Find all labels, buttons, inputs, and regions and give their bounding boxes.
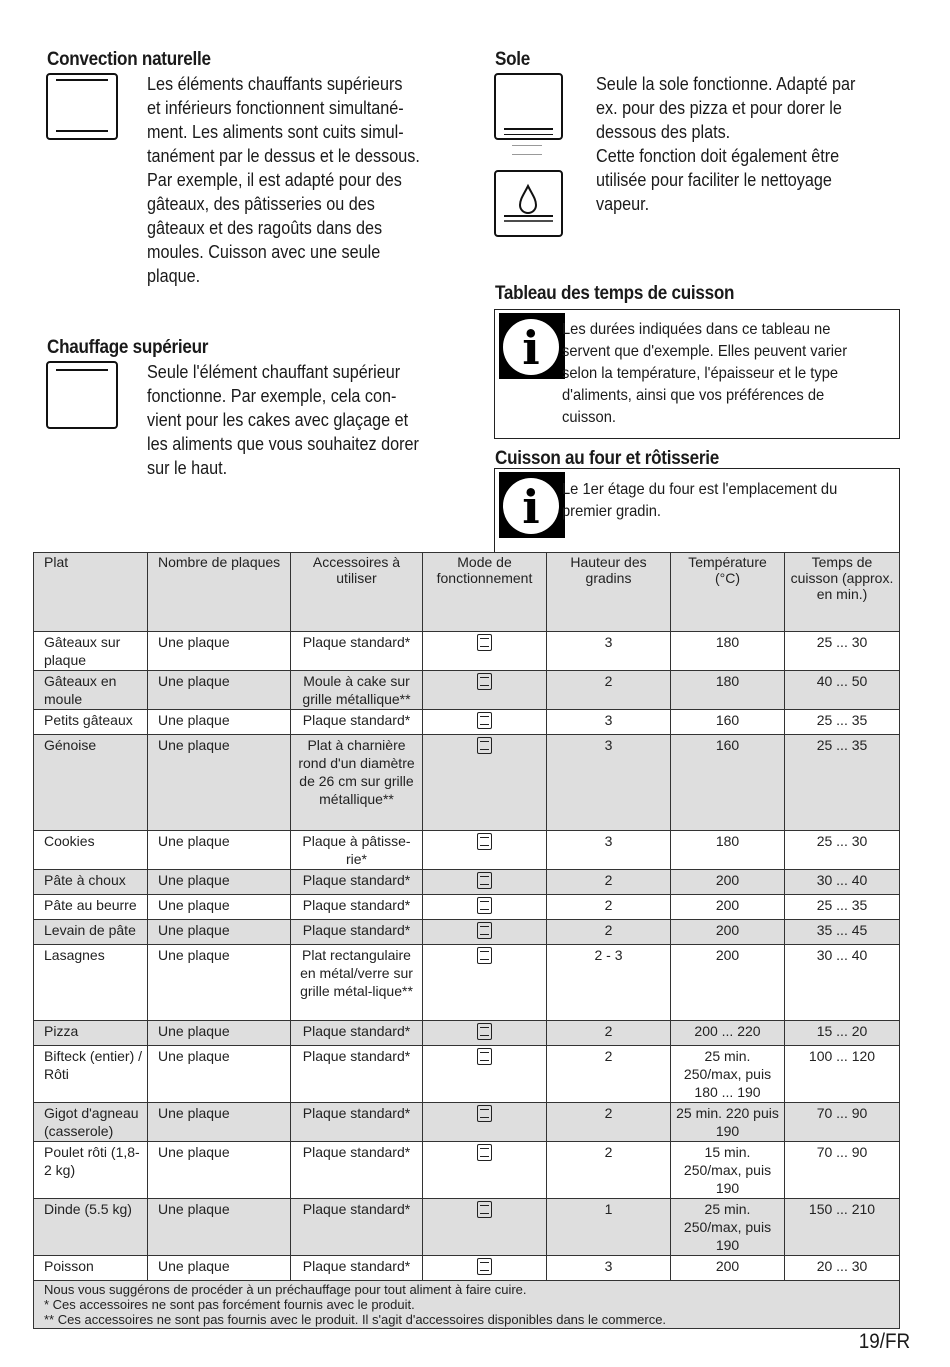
footnote: ** Ces accessoires ne sont pas fournis avec le produit. Il s'agit d'accessoires disponibles dans le commerce.	[44, 1312, 667, 1327]
temperature-cell: 160	[671, 735, 785, 831]
temperature-cell: 160	[671, 710, 785, 735]
temperature-cell: 200	[671, 945, 785, 1021]
tableau-note-box	[494, 309, 900, 439]
table-row	[34, 1256, 900, 1281]
plat-cell: Génoise	[34, 735, 148, 831]
chauffage-title: Chauffage supérieur	[47, 337, 209, 358]
temps-cell: 25 ... 30	[785, 831, 900, 870]
column-header: Hauteur des gradins	[547, 553, 671, 632]
temperature-cell: 25 min. 250/max, puis 190	[671, 1199, 785, 1256]
hauteur-cell: 3	[547, 710, 671, 735]
plat-cell: Pâte au beurre	[34, 895, 148, 920]
convection-line: gâteaux et des ragoûts dans des	[147, 218, 383, 238]
footnotes	[34, 1281, 900, 1329]
nombre-cell: Une plaque	[148, 895, 291, 920]
cooking-table	[33, 552, 900, 1329]
nombre-cell: Une plaque	[148, 1256, 291, 1281]
nombre-cell: Une plaque	[148, 1021, 291, 1046]
hauteur-cell: 2	[547, 895, 671, 920]
cuisson-note-line: premier gradin.	[562, 503, 662, 520]
top-bottom-heat-icon	[46, 73, 118, 140]
mode-cell	[423, 710, 547, 735]
sole-line: dessous des plats.	[596, 122, 731, 142]
table-row	[34, 1046, 900, 1103]
nombre-cell: Une plaque	[148, 632, 291, 671]
accessoires-cell: Plat à charnière rond d'un diamètre de 26 cm sur grille métallique**	[291, 735, 423, 831]
mode-cell	[423, 1021, 547, 1046]
sole-description	[596, 72, 855, 216]
table-row	[34, 831, 900, 870]
hauteur-cell: 3	[547, 831, 671, 870]
tableau-note-line: cuisson.	[562, 409, 617, 426]
plat-cell: Poulet rôti (1,8-2 kg)	[34, 1142, 148, 1199]
sole-line: vapeur.	[596, 194, 650, 214]
separator-mark	[512, 145, 542, 155]
top-bottom-heat-icon	[477, 1105, 492, 1122]
table-row	[34, 895, 900, 920]
nombre-cell: Une plaque	[148, 945, 291, 1021]
temperature-cell: 200	[671, 920, 785, 945]
table-row	[34, 735, 900, 831]
tableau-note-line: d'aliments, ainsi que vos préférences de	[562, 387, 825, 404]
convection-title: Convection naturelle	[47, 49, 211, 70]
mode-cell	[423, 735, 547, 831]
hauteur-cell: 2	[547, 1021, 671, 1046]
plat-cell: Pizza	[34, 1021, 148, 1046]
plat-cell: Dinde (5.5 kg)	[34, 1199, 148, 1256]
accessoires-cell: Plaque standard*	[291, 1103, 423, 1142]
temps-cell: 70 ... 90	[785, 1103, 900, 1142]
table-row	[34, 1199, 900, 1256]
table-row	[34, 632, 900, 671]
tableau-note-line: Les durées indiquées dans ce tableau ne	[562, 321, 831, 338]
convection-line: plaque.	[147, 266, 201, 286]
plat-cell: Cookies	[34, 831, 148, 870]
temps-cell: 25 ... 35	[785, 710, 900, 735]
sole-line: Seule la sole fonctionne. Adapté par	[596, 74, 856, 94]
mode-cell	[423, 831, 547, 870]
nombre-cell: Une plaque	[148, 1142, 291, 1199]
top-bottom-heat-icon	[477, 1258, 492, 1275]
temps-cell: 20 ... 30	[785, 1256, 900, 1281]
table-row	[34, 1103, 900, 1142]
temperature-cell: 200	[671, 1256, 785, 1281]
mode-cell	[423, 1256, 547, 1281]
accessoires-cell: Plaque standard*	[291, 1142, 423, 1199]
hauteur-cell: 1	[547, 1199, 671, 1256]
table-row	[34, 945, 900, 1021]
footnote: Nous vous suggérons de procéder à un préchauffage pour tout aliment à faire cuire.	[44, 1282, 527, 1297]
footnote: * Ces accessoires ne sont pas forcément fournis avec le produit.	[44, 1297, 415, 1312]
mode-cell	[423, 870, 547, 895]
top-bottom-heat-icon	[477, 1023, 492, 1040]
table-row	[34, 1142, 900, 1199]
chauffage-line: sur le haut.	[147, 458, 228, 478]
hauteur-cell: 3	[547, 735, 671, 831]
steam-cleaning-icon	[494, 170, 563, 237]
temperature-cell: 200 ... 220	[671, 1021, 785, 1046]
top-bottom-heat-icon	[477, 634, 492, 651]
top-bottom-heat-icon	[477, 922, 492, 939]
top-bottom-heat-icon	[477, 897, 492, 914]
plat-cell: Gâteaux en moule	[34, 671, 148, 710]
accessoires-cell: Plaque standard*	[291, 632, 423, 671]
chauffage-line: fonctionne. Par exemple, cela con-	[147, 386, 397, 406]
column-header: Nombre de plaques	[148, 553, 291, 632]
hauteur-cell: 2	[547, 1103, 671, 1142]
temperature-cell: 200	[671, 895, 785, 920]
chauffage-line: vient pour les cakes avec glaçage et	[147, 410, 409, 430]
top-bottom-heat-icon	[477, 1201, 492, 1218]
hauteur-cell: 2	[547, 920, 671, 945]
cuisson-note-line: Le 1er étage du four est l'emplacement du	[562, 481, 838, 498]
mode-cell	[423, 920, 547, 945]
mode-cell	[423, 1103, 547, 1142]
accessoires-cell: Plaque standard*	[291, 1199, 423, 1256]
info-icon: i	[499, 313, 565, 379]
convection-line: ment. Les aliments sont cuits simul-	[147, 122, 404, 142]
accessoires-cell: Plaque standard*	[291, 920, 423, 945]
temperature-cell: 180	[671, 831, 785, 870]
plat-cell: Levain de pâte	[34, 920, 148, 945]
plat-cell: Bifteck (entier) / Rôti	[34, 1046, 148, 1103]
mode-cell	[423, 945, 547, 1021]
accessoires-cell: Moule à cake sur grille métallique**	[291, 671, 423, 710]
convection-line: moules. Cuisson avec une seule	[147, 242, 381, 262]
hauteur-cell: 2	[547, 870, 671, 895]
sole-title: Sole	[495, 49, 531, 70]
table-row	[34, 671, 900, 710]
cuisson-note-box	[494, 468, 900, 553]
convection-description	[147, 72, 420, 288]
plat-cell: Gâteaux sur plaque	[34, 632, 148, 671]
chauffage-line: Seule l'élément chauffant supérieur	[147, 362, 401, 382]
temperature-cell: 25 min. 220 puis 190	[671, 1103, 785, 1142]
tableau-note-line: servent que d'exemple. Elles peuvent varier	[562, 343, 848, 360]
accessoires-cell: Plaque standard*	[291, 870, 423, 895]
table-row	[34, 920, 900, 945]
nombre-cell: Une plaque	[148, 920, 291, 945]
temps-cell: 30 ... 40	[785, 945, 900, 1021]
temps-cell: 25 ... 35	[785, 735, 900, 831]
column-header: Plat	[34, 553, 148, 632]
top-bottom-heat-icon	[477, 872, 492, 889]
accessoires-cell: Plaque standard*	[291, 710, 423, 735]
accessoires-cell: Plaque standard*	[291, 1046, 423, 1103]
mode-cell	[423, 1199, 547, 1256]
plat-cell: Poisson	[34, 1256, 148, 1281]
mode-cell	[423, 1046, 547, 1103]
accessoires-cell: Plaque standard*	[291, 1256, 423, 1281]
temps-cell: 35 ... 45	[785, 920, 900, 945]
column-header: Accessoires à utiliser	[291, 553, 423, 632]
accessoires-cell: Plat rectangulaire en métal/verre sur grille métal-lique**	[291, 945, 423, 1021]
temperature-cell: 25 min. 250/max, puis 180 ... 190	[671, 1046, 785, 1103]
nombre-cell: Une plaque	[148, 1046, 291, 1103]
nombre-cell: Une plaque	[148, 735, 291, 831]
top-bottom-heat-icon	[477, 1048, 492, 1065]
temps-cell: 25 ... 35	[785, 895, 900, 920]
nombre-cell: Une plaque	[148, 671, 291, 710]
convection-line: tanément par le dessus et le dessous.	[147, 146, 420, 166]
temps-cell: 70 ... 90	[785, 1142, 900, 1199]
top-bottom-heat-icon	[477, 947, 492, 964]
nombre-cell: Une plaque	[148, 870, 291, 895]
temperature-cell: 180	[671, 671, 785, 710]
table-row	[34, 870, 900, 895]
temps-cell: 150 ... 210	[785, 1199, 900, 1256]
plat-cell: Gigot d'agneau (casserole)	[34, 1103, 148, 1142]
hauteur-cell: 2	[547, 1142, 671, 1199]
sole-line: Cette fonction doit également être	[596, 146, 840, 166]
table-row	[34, 710, 900, 735]
temps-cell: 100 ... 120	[785, 1046, 900, 1103]
cuisson-note	[562, 479, 837, 523]
nombre-cell: Une plaque	[148, 831, 291, 870]
mode-cell	[423, 671, 547, 710]
info-icon: i	[499, 472, 565, 538]
top-bottom-heat-icon	[477, 833, 492, 850]
hauteur-cell: 2	[547, 1046, 671, 1103]
top-bottom-heat-icon	[477, 737, 492, 754]
nombre-cell: Une plaque	[148, 710, 291, 735]
tableau-note-line: selon la température, l'épaisseur et le type	[562, 365, 839, 382]
plat-cell: Petits gâteaux	[34, 710, 148, 735]
bottom-heat-icon	[494, 73, 563, 140]
page-number: 19/FR	[858, 1330, 910, 1353]
temps-cell: 40 ... 50	[785, 671, 900, 710]
nombre-cell: Une plaque	[148, 1199, 291, 1256]
footnote-row	[34, 1281, 900, 1329]
tableau-note	[562, 319, 847, 429]
column-header: Temps de cuisson (approx. en min.)	[785, 553, 900, 632]
mode-cell	[423, 895, 547, 920]
temps-cell: 25 ... 30	[785, 632, 900, 671]
hauteur-cell: 3	[547, 632, 671, 671]
accessoires-cell: Plaque standard*	[291, 895, 423, 920]
accessoires-cell: Plaque standard*	[291, 1021, 423, 1046]
column-header: Température (°C)	[671, 553, 785, 632]
hauteur-cell: 2 - 3	[547, 945, 671, 1021]
convection-line: et inférieurs fonctionnent simultané-	[147, 98, 404, 118]
table-header-row	[34, 553, 900, 632]
top-bottom-heat-icon	[477, 673, 492, 690]
sole-line: ex. pour des pizza et pour dorer le	[596, 98, 842, 118]
top-heat-icon	[46, 361, 118, 429]
plat-cell: Lasagnes	[34, 945, 148, 1021]
temperature-cell: 200	[671, 870, 785, 895]
cuisson-title: Cuisson au four et rôtisserie	[495, 448, 720, 469]
chauffage-line: les aliments que vous souhaitez dorer	[147, 434, 419, 454]
mode-cell	[423, 632, 547, 671]
nombre-cell: Une plaque	[148, 1103, 291, 1142]
plat-cell: Pâte à choux	[34, 870, 148, 895]
top-bottom-heat-icon	[477, 1144, 492, 1161]
top-bottom-heat-icon	[477, 712, 492, 729]
chauffage-description	[147, 360, 419, 480]
temperature-cell: 180	[671, 632, 785, 671]
accessoires-cell: Plaque à pâtisse-rie*	[291, 831, 423, 870]
convection-line: gâteaux, des pâtisseries ou des	[147, 194, 375, 214]
convection-line: Les éléments chauffants supérieurs	[147, 74, 403, 94]
mode-cell	[423, 1142, 547, 1199]
table-row	[34, 1021, 900, 1046]
sole-line: utilisée pour faciliter le nettoyage	[596, 170, 832, 190]
temperature-cell: 15 min. 250/max, puis 190	[671, 1142, 785, 1199]
convection-line: Par exemple, il est adapté pour des	[147, 170, 402, 190]
tableau-title: Tableau des temps de cuisson	[495, 283, 735, 304]
temps-cell: 15 ... 20	[785, 1021, 900, 1046]
hauteur-cell: 3	[547, 1256, 671, 1281]
column-header: Mode de fonctionnement	[423, 553, 547, 632]
hauteur-cell: 2	[547, 671, 671, 710]
temps-cell: 30 ... 40	[785, 870, 900, 895]
